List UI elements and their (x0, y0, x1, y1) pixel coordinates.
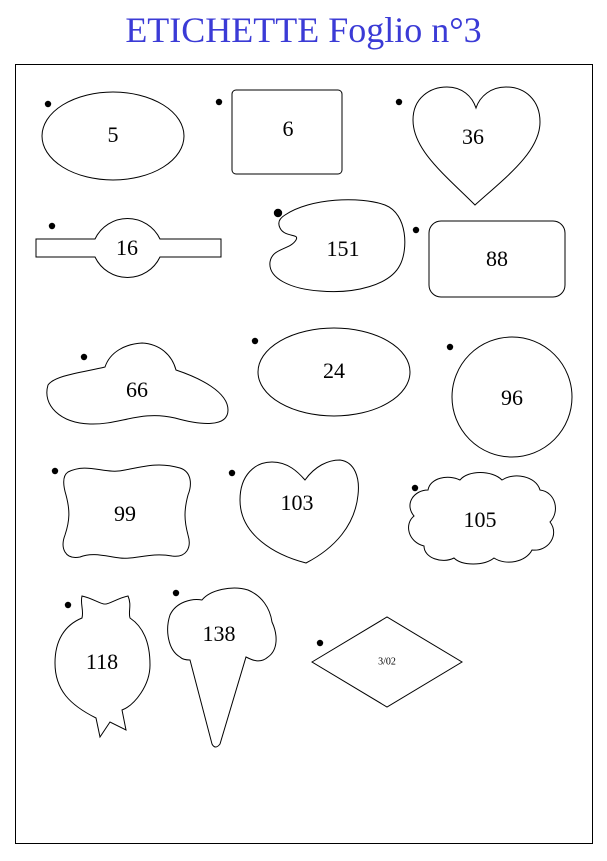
label-oval-24 (252, 328, 410, 416)
label-text: 118 (85, 649, 119, 675)
label-text: 3/02 (378, 656, 396, 668)
label-text: 66 (126, 377, 148, 403)
hole-dot (413, 227, 419, 233)
label-hat-66 (47, 343, 228, 424)
label-circle-96 (447, 337, 572, 457)
hole-dot (65, 602, 71, 608)
page-title: ETICHETTE Foglio n°3 (125, 10, 482, 50)
label-cloud-105 (409, 473, 556, 565)
label-band-16 (36, 218, 221, 277)
label-text: 6 (282, 116, 294, 142)
hole-dot (252, 338, 258, 344)
label-text: 103 (280, 490, 314, 516)
label-text: 16 (116, 235, 138, 261)
hole-dot (81, 354, 87, 360)
label-diamond-3-02 (312, 617, 462, 707)
hole-dot (45, 101, 51, 107)
hole-dot (396, 99, 402, 105)
label-text: 88 (486, 246, 508, 272)
label-text: 99 (114, 501, 136, 527)
hole-dot (274, 209, 282, 217)
hole-dot (216, 99, 222, 105)
label-text: 105 (463, 507, 497, 533)
hole-dot (447, 344, 453, 350)
label-bag-118 (55, 596, 150, 737)
label-palette-151 (270, 200, 405, 292)
label-heart-36 (396, 87, 540, 205)
label-text: 24 (323, 358, 345, 384)
label-oval-5 (42, 92, 184, 180)
label-text: 96 (501, 385, 523, 411)
hole-dot (52, 468, 58, 474)
hole-dot (412, 485, 418, 491)
label-rect-6 (216, 90, 342, 174)
hole-dot (173, 590, 179, 596)
label-icecream-138 (168, 588, 276, 747)
label-text: 36 (462, 124, 484, 150)
hole-dot (317, 640, 323, 646)
label-roundrect-88 (413, 221, 565, 297)
hole-dot (229, 470, 235, 476)
label-heart-103 (229, 460, 359, 563)
label-text: 151 (326, 236, 360, 262)
label-text: 138 (202, 621, 236, 647)
label-frame-99 (52, 465, 191, 558)
hole-dot (49, 223, 55, 229)
label-text: 5 (107, 122, 119, 148)
